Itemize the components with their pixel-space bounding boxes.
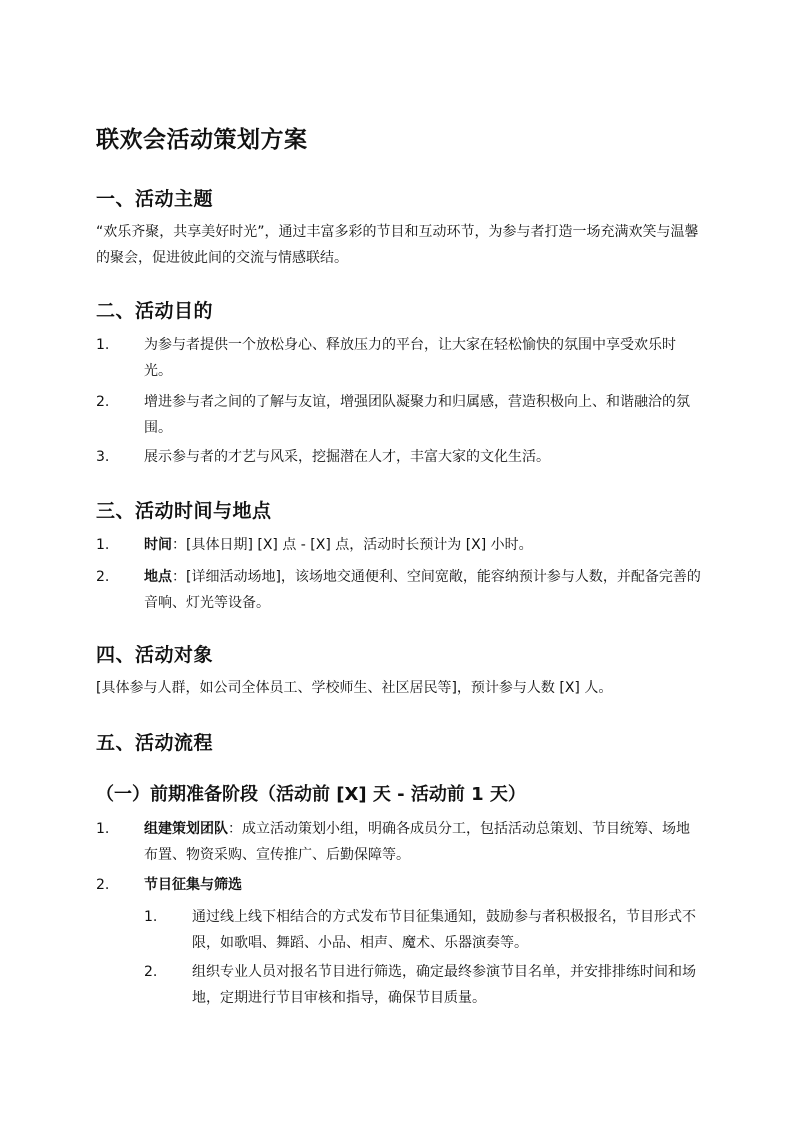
list-number: 2. — [96, 394, 110, 410]
list-text: 通过线上线下相结合的方式发布节目征集通知，鼓励参与者积极报名，节目形式不限，如歌唱、舞蹈、小品、相声、魔术、乐器演奏等。 — [192, 909, 696, 951]
document-title: 联欢会活动策划方案 — [96, 127, 308, 153]
audience-paragraph: [具体参与人群，如公司全体员工、学校师生、社区居民等]，预计参与人数 [X] 人。 — [96, 680, 613, 696]
place-text: ：[详细活动场地]，该场地交通便利、空间宽敞，能容纳预计参与人数，并配备完善的音响、灯光等设备。 — [144, 569, 701, 611]
team-label: 组建策划团队 — [144, 821, 228, 837]
list-text: 为参与者提供一个放松身心、释放压力的平台，让大家在轻松愉快的氛围中享受欢乐时光。 — [144, 337, 676, 379]
theme-paragraph: “欢乐齐聚，共享美好时光”，通过丰富多彩的节目和互动环节，为参与者打造一场充满欢笑与温馨的聚会，促进彼此间的交流与情感联结。 — [96, 224, 699, 266]
list-number: 1. — [96, 537, 110, 553]
program-label: 节目征集与筛选 — [144, 877, 242, 893]
list-number: 1. — [96, 337, 110, 353]
team-text: ：成立活动策划小组，明确各成员分工，包括活动总策划、节目统筹、场地布置、物资采购、宣传推广、后勤保障等。 — [144, 821, 690, 863]
list-text: 增进参与者之间的了解与友谊，增强团队凝聚力和归属感，营造积极向上、和谐融洽的氛围。 — [144, 394, 690, 436]
list-number: 2. — [144, 964, 158, 980]
section-heading-audience: 四、活动对象 — [96, 644, 214, 666]
time-text: ：[具体日期] [X] 点 - [X] 点，活动时长预计为 [X] 小时。 — [172, 537, 533, 553]
list-number: 2. — [96, 877, 110, 893]
list-text: 展示参与者的才艺与风采，挖掘潜在人才，丰富大家的文化生活。 — [144, 449, 550, 465]
section-heading-purpose: 二、活动目的 — [96, 300, 214, 322]
subsection-heading-preparation: （一）前期准备阶段（活动前 [X] 天 - 活动前 1 天） — [96, 784, 526, 805]
section-heading-time-place: 三、活动时间与地点 — [96, 500, 272, 522]
section-heading-theme: 一、活动主题 — [96, 188, 214, 210]
list-number: 1. — [96, 821, 110, 837]
section-heading-process: 五、活动流程 — [96, 732, 214, 754]
list-number: 1. — [144, 909, 158, 925]
place-label: 地点 — [144, 569, 172, 585]
list-number: 3. — [96, 449, 110, 465]
list-number: 2. — [96, 569, 110, 585]
time-label: 时间 — [144, 537, 172, 553]
list-text: 组织专业人员对报名节目进行筛选，确定最终参演节目名单，并安排排练时间和场地，定期进行节目审核和指导，确保节目质量。 — [192, 964, 696, 1006]
